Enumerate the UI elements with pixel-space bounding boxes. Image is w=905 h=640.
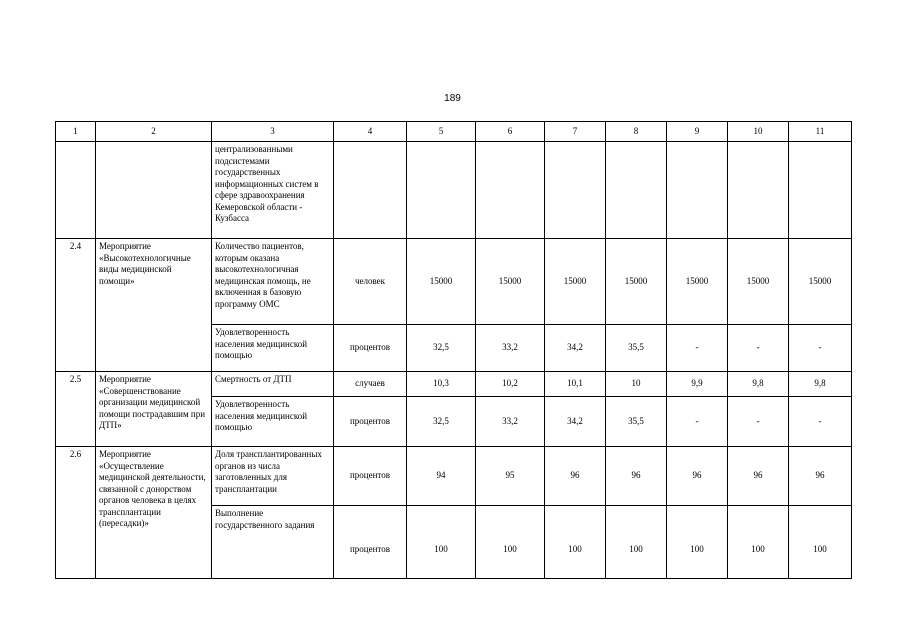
empty-cell [545, 142, 606, 239]
empty-cell [407, 142, 476, 239]
value-cell: 32,5 [407, 325, 476, 372]
column-number: 1 [56, 122, 96, 142]
value-cell: 10 [606, 372, 667, 397]
column-number: 4 [334, 122, 407, 142]
value-cell: 15000 [407, 239, 476, 325]
value-cell: 100 [407, 506, 476, 579]
measure-name: Мероприятие «Осуществление медицинской деятельности, связанной с донорством органов человека в целях трансплантации (пересадки)» [96, 447, 212, 579]
value-cell: 100 [606, 506, 667, 579]
empty-cell [56, 142, 96, 239]
value-cell: 15000 [789, 239, 852, 325]
empty-cell [476, 142, 545, 239]
page-number: 189 [444, 93, 461, 104]
column-number: 11 [789, 122, 852, 142]
indicator-cell: Смертность от ДТП [212, 372, 334, 397]
value-cell: 32,5 [407, 397, 476, 447]
column-number-row [56, 122, 852, 142]
column-number: 10 [728, 122, 789, 142]
value-cell: 95 [476, 447, 545, 506]
value-cell: 15000 [667, 239, 728, 325]
value-cell: - [667, 325, 728, 372]
measure-name: Мероприятие «Совершенствование организации медицинской помощи пострадавшим при ДТП» [96, 372, 212, 447]
table-row [56, 239, 852, 325]
indicator-cell: Количество пациентов, которым оказана высокотехнологичная медицинская помощь, не включенная в базовую программу ОМС [212, 239, 334, 325]
column-number: 7 [545, 122, 606, 142]
value-cell: 33,2 [476, 397, 545, 447]
value-cell: 15000 [476, 239, 545, 325]
value-cell: 96 [667, 447, 728, 506]
value-cell: 96 [789, 447, 852, 506]
indicators-table [55, 121, 852, 579]
value-cell: 15000 [545, 239, 606, 325]
empty-cell [667, 142, 728, 239]
value-cell: - [789, 397, 852, 447]
indicator-cell: Удовлетворенность населения медицинской помощью [212, 397, 334, 447]
item-number: 2.6 [56, 447, 96, 579]
value-cell: - [667, 397, 728, 447]
empty-cell [606, 142, 667, 239]
value-cell: 9,8 [728, 372, 789, 397]
value-cell: - [728, 397, 789, 447]
value-cell: 10,3 [407, 372, 476, 397]
value-cell: 9,9 [667, 372, 728, 397]
empty-cell [789, 142, 852, 239]
indicator-cell: централизованными подсистемами государственных информационных систем в сфере здравоохранения Кемеровской области - Кузбасса [212, 142, 334, 239]
item-number: 2.5 [56, 372, 96, 447]
table-row [56, 447, 852, 506]
value-cell: 100 [667, 506, 728, 579]
value-cell: 15000 [606, 239, 667, 325]
column-number: 9 [667, 122, 728, 142]
value-cell: - [728, 325, 789, 372]
value-cell: 100 [789, 506, 852, 579]
value-cell: 94 [407, 447, 476, 506]
value-cell: 100 [728, 506, 789, 579]
value-cell: - [789, 325, 852, 372]
column-number: 3 [212, 122, 334, 142]
value-cell: 100 [476, 506, 545, 579]
value-cell: 10,2 [476, 372, 545, 397]
empty-cell [334, 142, 407, 239]
column-number: 6 [476, 122, 545, 142]
column-number: 8 [606, 122, 667, 142]
column-number: 2 [96, 122, 212, 142]
value-cell: 100 [545, 506, 606, 579]
measure-name: Мероприятие «Высокотехнологичные виды медицинской помощи» [96, 239, 212, 372]
unit-cell: человек [334, 239, 407, 325]
unit-cell: процентов [334, 447, 407, 506]
value-cell: 96 [545, 447, 606, 506]
empty-cell [96, 142, 212, 239]
table-row [56, 142, 852, 239]
value-cell: 35,5 [606, 325, 667, 372]
value-cell: 9,8 [789, 372, 852, 397]
value-cell: 33,2 [476, 325, 545, 372]
empty-cell [728, 142, 789, 239]
unit-cell: процентов [334, 325, 407, 372]
indicator-cell: Выполнение государственного задания [212, 506, 334, 579]
indicator-cell: Доля трансплантированных органов из числа заготовленных для трансплантации [212, 447, 334, 506]
value-cell: 96 [606, 447, 667, 506]
column-number: 5 [407, 122, 476, 142]
value-cell: 35,5 [606, 397, 667, 447]
item-number: 2.4 [56, 239, 96, 372]
value-cell: 34,2 [545, 397, 606, 447]
table-row [56, 372, 852, 397]
value-cell: 15000 [728, 239, 789, 325]
unit-cell: процентов [334, 506, 407, 579]
value-cell: 10,1 [545, 372, 606, 397]
indicator-cell: Удовлетворенность населения медицинской помощью [212, 325, 334, 372]
value-cell: 96 [728, 447, 789, 506]
unit-cell: случаев [334, 372, 407, 397]
unit-cell: процентов [334, 397, 407, 447]
value-cell: 34,2 [545, 325, 606, 372]
